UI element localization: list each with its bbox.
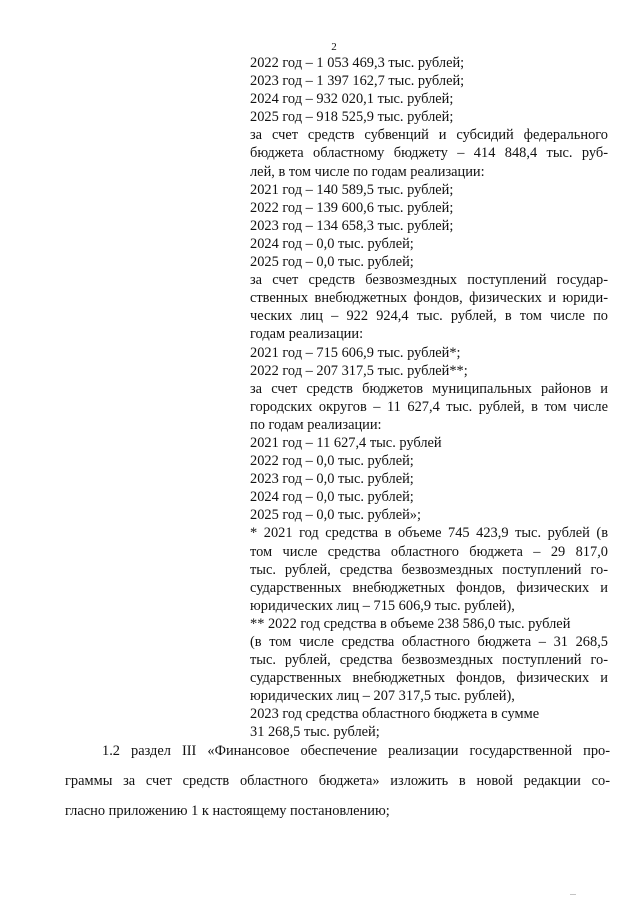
footnote-line: ** 2022 год средства в объеме 238 586,0 тыс. рублей [250, 615, 571, 632]
footnote-line: 31 268,5 тыс. рублей; [250, 724, 380, 741]
footnote-line: юридических лиц – 207 317,5 тыс. рублей), [250, 688, 515, 705]
footnote-line: юридических лиц – 715 606,9 тыс. рублей), [250, 597, 515, 614]
footnote-line: тыс. рублей, средства безвозмездных поступлений го- [250, 561, 608, 578]
funding-line: 2023 год – 1 397 162,7 тыс. рублей; [250, 73, 465, 90]
funding-line: 2025 год – 0,0 тыс. рублей»; [250, 507, 421, 524]
paragraph-line: граммы за счет средств областного бюджета» изложить в новой редакции со- [65, 773, 610, 789]
funding-line: 2022 год – 0,0 тыс. рублей; [250, 453, 414, 470]
funding-line: 2023 год – 0,0 тыс. рублей; [250, 471, 414, 488]
footnote-line: * 2021 год средства в объеме 745 423,9 тыс. рублей (в [250, 525, 608, 542]
funding-line: за счет средств бюджетов муниципальных районов и [250, 380, 608, 397]
funding-line: по годам реализации: [250, 416, 382, 433]
funding-line: за счет средств субвенций и субсидий федерального [250, 127, 608, 144]
funding-line: 2025 год – 918 525,9 тыс. рублей; [250, 109, 454, 126]
funding-line: ческих лиц – 922 924,4 тыс. рублей, в том числе по [250, 308, 608, 325]
funding-line: ственных внебюджетных фондов, физических и юриди- [250, 290, 608, 307]
funding-line: 2021 год – 140 589,5 тыс. рублей; [250, 181, 454, 198]
funding-line: годам реализации: [250, 326, 364, 343]
funding-line: 2021 год – 11 627,4 тыс. рублей [250, 434, 442, 451]
paragraph-line: 1.2 раздел III «Финансовое обеспечение реализации государственной про- [102, 743, 610, 759]
funding-line: бюджета областному бюджету – 414 848,4 тыс. руб- [250, 145, 608, 162]
main-paragraph [65, 736, 610, 826]
funding-line: 2022 год – 207 317,5 тыс. рублей**; [250, 362, 468, 379]
footnote-line: (в том числе средства областного бюджета – 31 268,5 [250, 634, 608, 650]
paragraph-line: гласно приложению 1 к настоящему постановлению; [65, 803, 390, 819]
funding-line: 2024 год – 0,0 тыс. рублей; [250, 489, 414, 506]
funding-line: за счет средств безвозмездных поступлений государ- [250, 272, 608, 289]
funding-line: лей, в том числе по годам реализации: [250, 163, 485, 180]
corner-mark: ... [570, 888, 576, 897]
page-number: 2 [331, 41, 337, 53]
funding-line: 2024 год – 0,0 тыс. рублей; [250, 235, 414, 252]
footnote-line: тыс. рублей, средства безвозмездных поступлений го- [250, 652, 608, 669]
funding-breakdown-block [250, 54, 608, 742]
footnote-line: том числе средства областного бюджета – 29 817,0 [250, 543, 608, 560]
funding-line: 2021 год – 715 606,9 тыс. рублей*; [250, 344, 461, 361]
footnote-line: сударственных внебюджетных фондов, физических и [250, 579, 608, 596]
footnote-line: 2023 год средства областного бюджета в сумме [250, 706, 540, 723]
funding-line: 2023 год – 134 658,3 тыс. рублей; [250, 217, 454, 234]
funding-line: 2022 год – 1 053 469,3 тыс. рублей; [250, 55, 465, 71]
funding-line: 2022 год – 139 600,6 тыс. рублей; [250, 199, 454, 216]
funding-line: 2025 год – 0,0 тыс. рублей; [250, 254, 414, 271]
funding-line: 2024 год – 932 020,1 тыс. рублей; [250, 91, 454, 108]
funding-line: городских округов – 11 627,4 тыс. рублей, в том числе [250, 398, 608, 415]
footnote-line: сударственных внебюджетных фондов, физических и [250, 670, 608, 687]
